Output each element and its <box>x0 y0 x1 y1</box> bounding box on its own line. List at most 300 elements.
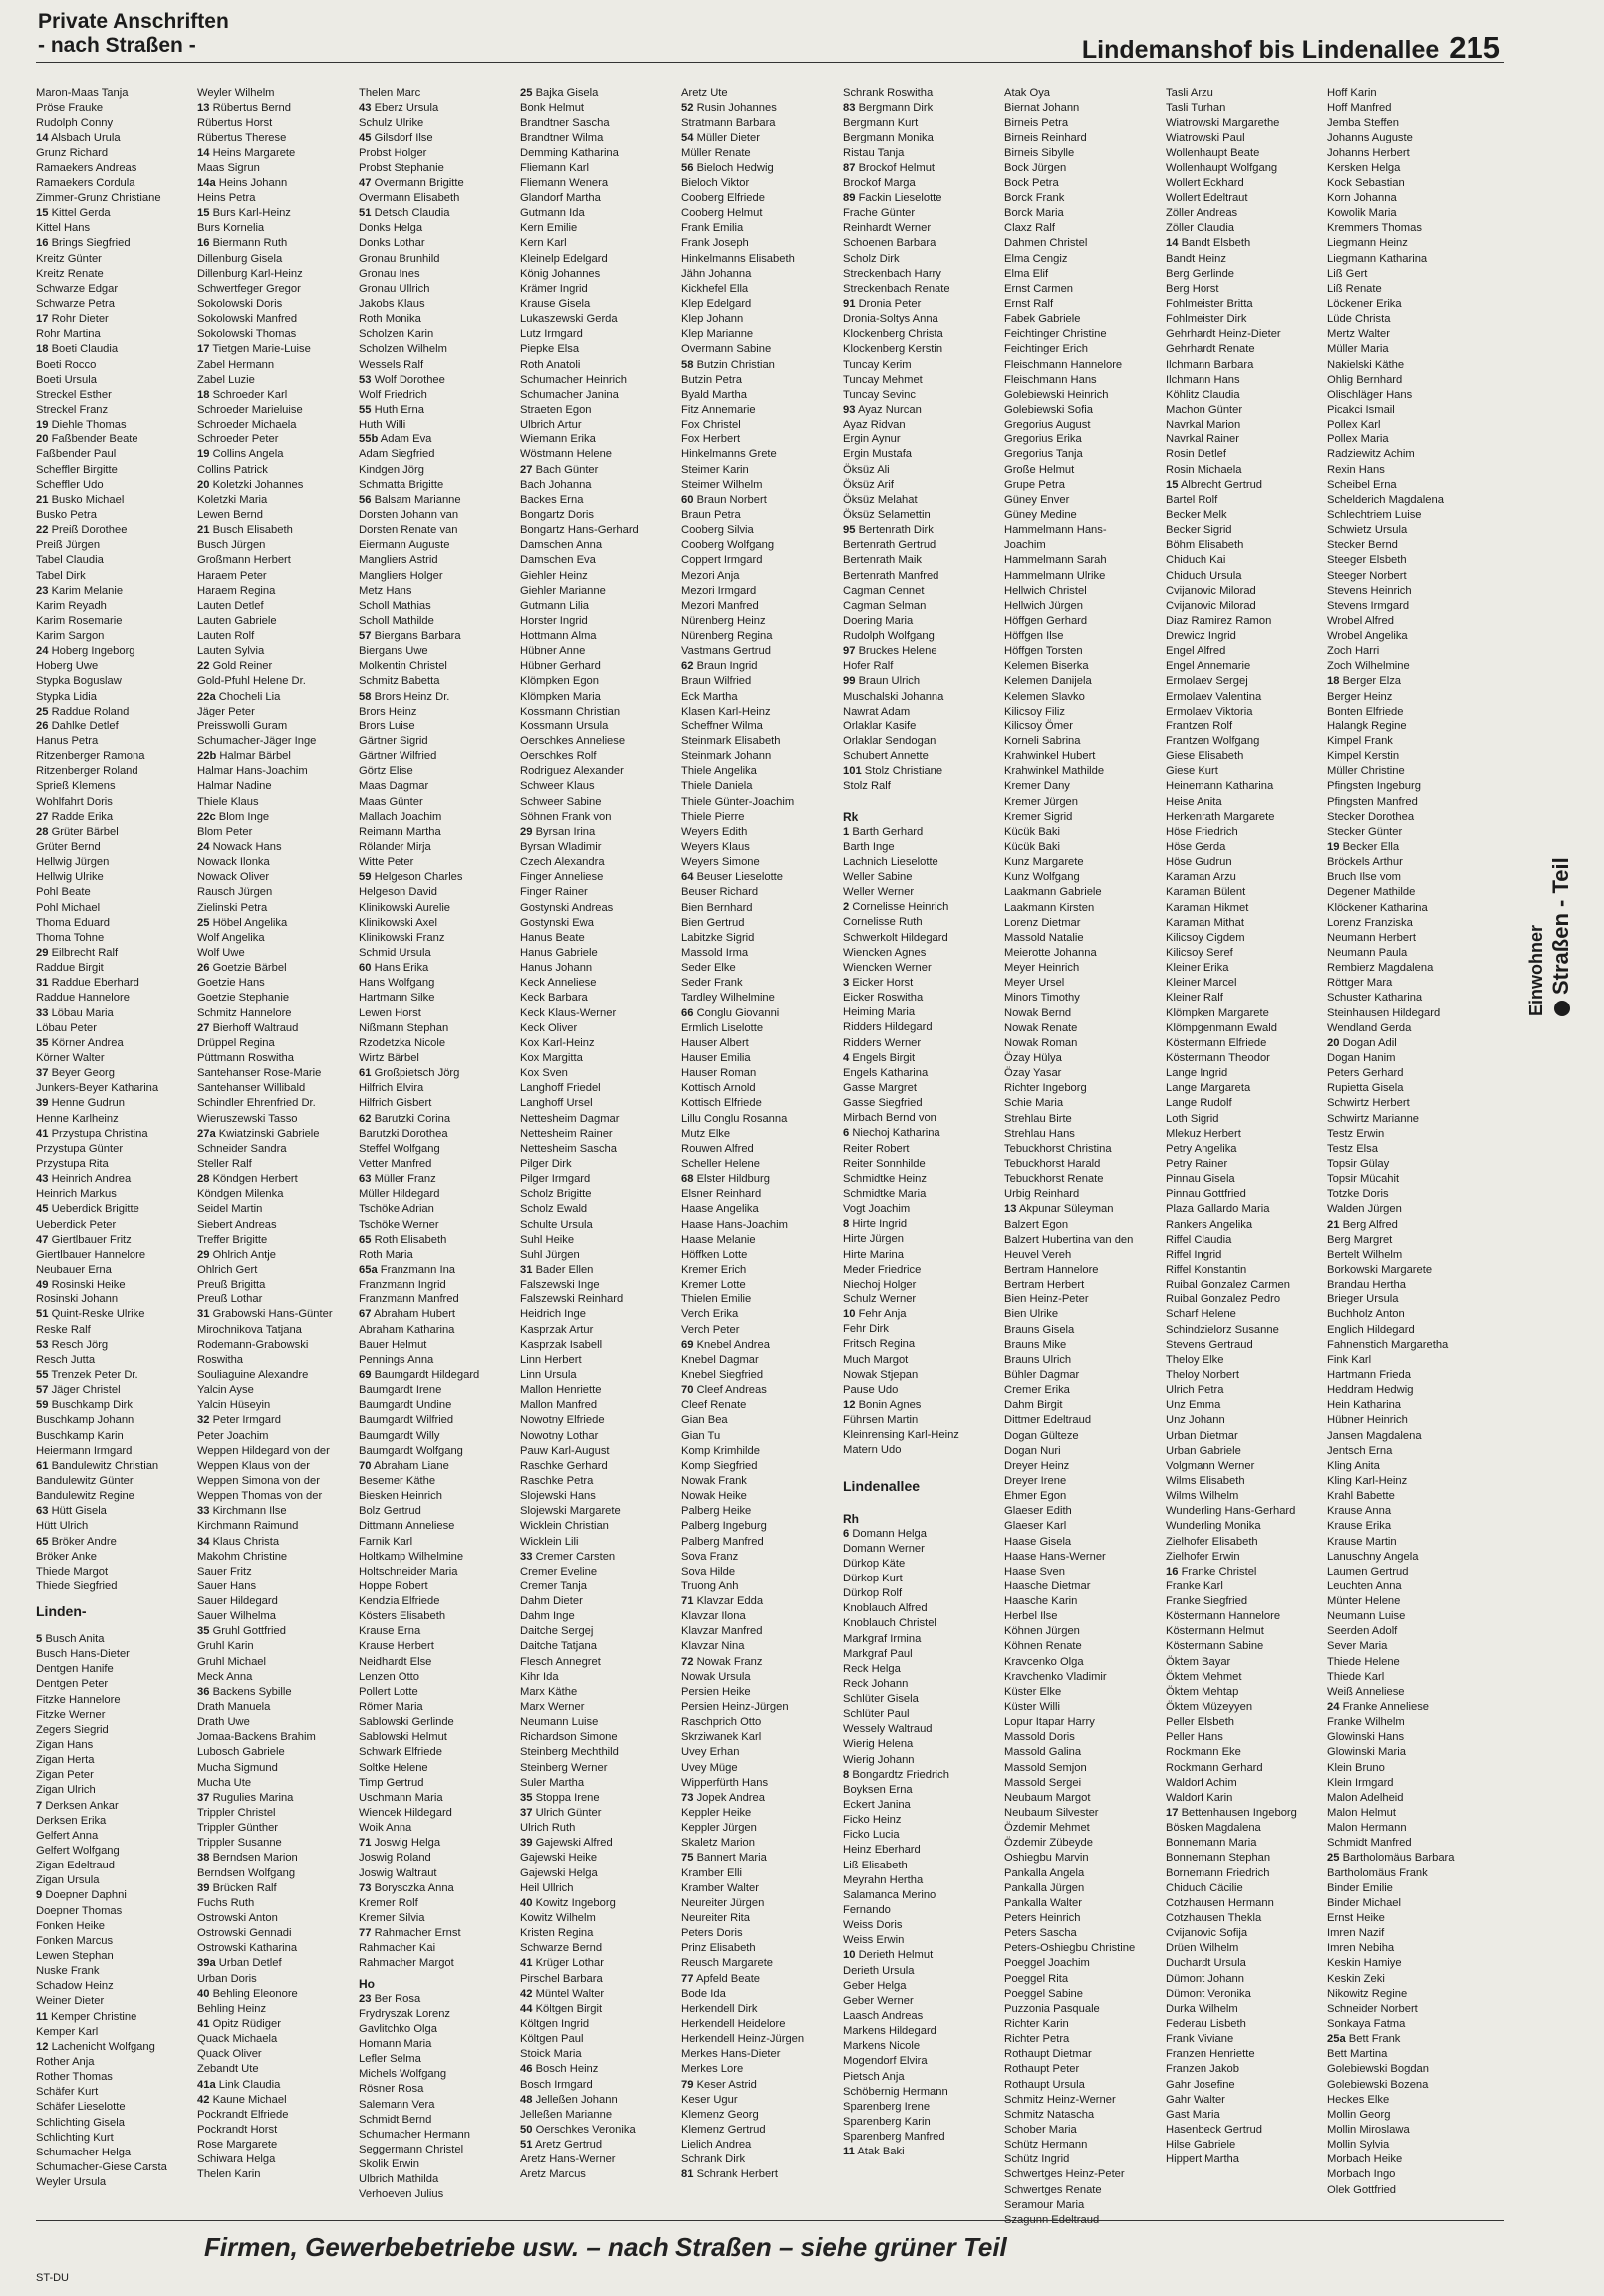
resident-name: Kelemen Danijela <box>1004 675 1092 688</box>
resident-name: Elsner Reinhard <box>681 1188 762 1201</box>
resident-name: Tebuckhorst Christina <box>1004 1142 1112 1155</box>
resident-entry <box>1327 432 1484 447</box>
resident-entry <box>1004 236 1162 251</box>
resident-entry <box>36 478 193 493</box>
resident-entry <box>197 1112 355 1127</box>
resident-name: Stoppa Irene <box>535 1791 600 1804</box>
resident-name: Eberz Ursula <box>374 102 439 115</box>
resident-entry <box>1327 2062 1484 2077</box>
resident-entry <box>1004 538 1162 553</box>
resident-name: Özdemir Mehmet <box>1004 1822 1090 1835</box>
resident-name: Höffgen Torsten <box>1004 645 1083 658</box>
resident-name: Kittel Gerda <box>51 207 111 220</box>
resident-name: Rothaupt Peter <box>1004 2063 1080 2076</box>
resident-name: Wohlfahrt Doris <box>36 795 113 808</box>
resident-name: Doepner Daphni <box>45 1889 127 1902</box>
resident-name: Topsir Gülay <box>1327 1157 1390 1170</box>
resident-entry <box>36 916 193 931</box>
resident-name: Damschen Anna <box>520 539 603 552</box>
resident-entry <box>681 1187 839 1202</box>
resident-entry <box>843 674 1000 689</box>
resident-name: Karaman Bülent <box>1166 886 1246 899</box>
resident-entry <box>1327 976 1484 991</box>
resident-entry <box>197 946 355 961</box>
resident-entry <box>520 1172 677 1187</box>
resident-name: Kremer Sigrid <box>1004 810 1073 823</box>
resident-entry <box>1327 961 1484 976</box>
resident-entry <box>520 599 677 614</box>
resident-entry <box>359 1926 516 1941</box>
resident-entry <box>1166 629 1323 644</box>
resident-entry <box>1004 946 1162 961</box>
resident-name: Herkenrath Margarete <box>1166 810 1275 823</box>
resident-entry <box>1166 1202 1323 1217</box>
resident-entry <box>843 1217 1000 1232</box>
resident-name: Özay Yasar <box>1004 1067 1062 1080</box>
resident-name: Keck Klaus-Werner <box>520 1006 617 1019</box>
resident-entry <box>520 236 677 251</box>
resident-name: Goetzie Stephanie <box>197 992 290 1004</box>
resident-name: Helgeson David <box>359 886 437 899</box>
directory-column <box>843 86 1004 2206</box>
resident-entry <box>36 101 193 116</box>
resident-name: Löbau Peter <box>36 1021 97 1034</box>
resident-name: Klömpken Margarete <box>1166 1006 1269 1019</box>
resident-name: Kimpel Frank <box>1327 735 1393 748</box>
resident-entry <box>1166 1112 1323 1127</box>
resident-entry <box>1004 131 1162 145</box>
house-number: 19 <box>197 448 210 461</box>
resident-name: Cotzhausen Thekla <box>1166 1912 1262 1925</box>
resident-entry <box>1004 1987 1162 2002</box>
resident-name: Klavzar Manfred <box>681 1625 763 1638</box>
resident-name: Tuncay Sevinc <box>843 388 916 401</box>
resident-entry <box>681 1233 839 1248</box>
resident-name: Zabel Hermann <box>197 358 275 371</box>
resident-entry <box>359 1881 516 1896</box>
resident-entry <box>843 1616 1000 1631</box>
resident-name: Siebert Andreas <box>197 1218 277 1231</box>
resident-name: Eicker Horst <box>852 977 914 990</box>
resident-entry <box>843 1933 1000 1948</box>
resident-name: Mezori Manfred <box>681 599 759 612</box>
resident-entry <box>681 2078 839 2093</box>
resident-entry <box>1004 916 1162 931</box>
resident-name: Bongartz Hans-Gerhard <box>520 524 639 537</box>
resident-entry <box>681 131 839 145</box>
resident-name: Wilms Elisabeth <box>1166 1474 1245 1487</box>
resident-name: Labitzke Sigrid <box>681 931 755 944</box>
resident-name: Bergmann Dirk <box>858 102 934 115</box>
resident-entry <box>843 1601 1000 1616</box>
resident-name: Kremmers Thomas <box>1327 222 1422 235</box>
resident-entry <box>681 146 839 161</box>
resident-name: Münter Helene <box>1327 1595 1401 1608</box>
resident-name: Steeger Elsbeth <box>1327 554 1407 567</box>
resident-name: Knoblauch Alfred <box>843 1602 928 1615</box>
resident-entry <box>843 1948 1000 1963</box>
resident-entry <box>520 1639 677 1654</box>
resident-entry <box>520 1655 677 1670</box>
resident-name: Rankers Angelika <box>1166 1218 1253 1231</box>
resident-name: Golebiewski Bozena <box>1327 2078 1429 2091</box>
resident-name: Adam Siegfried <box>359 448 435 461</box>
resident-entry <box>36 1934 193 1949</box>
resident-name: Navrkal Marion <box>1166 419 1241 431</box>
resident-name: Beuser Lieselotte <box>696 871 784 884</box>
resident-entry <box>843 1398 1000 1413</box>
resident-name: Bonten Elfriede <box>1327 705 1404 718</box>
resident-entry <box>359 1851 516 1866</box>
resident-entry <box>681 705 839 719</box>
resident-entry <box>1166 176 1323 191</box>
resident-entry <box>36 644 193 659</box>
resident-entry <box>1004 734 1162 749</box>
resident-name: Kremer Rolf <box>359 1896 418 1909</box>
resident-name: Lorenz Dietmar <box>1004 916 1081 929</box>
resident-name: Busch Elisabeth <box>212 524 293 537</box>
resident-entry <box>359 1911 516 1926</box>
resident-name: Behling Eleonore <box>212 1987 298 2000</box>
resident-entry <box>843 297 1000 312</box>
resident-name: Ostrowski Katharina <box>197 1942 298 1955</box>
resident-entry <box>520 176 677 191</box>
resident-name: Keck Anneliese <box>520 977 597 990</box>
resident-entry <box>197 388 355 403</box>
resident-entry <box>36 1535 193 1550</box>
resident-name: Köhnen Renate <box>1004 1640 1082 1653</box>
resident-name: Golebiewski Sofia <box>1004 403 1093 416</box>
resident-entry <box>843 2100 1000 2115</box>
house-number: 55 <box>359 403 372 416</box>
resident-name: Weyers Klaus <box>681 841 750 854</box>
resident-name: Karim Sargon <box>36 630 105 643</box>
resident-entry <box>681 1444 839 1459</box>
resident-name: Gehrhardt Renate <box>1166 343 1255 356</box>
house-number: 67 <box>359 1308 372 1321</box>
resident-entry <box>1327 1218 1484 1233</box>
resident-name: Rugulies Marina <box>212 1791 294 1804</box>
resident-name: Ayaz Ridvan <box>843 419 906 431</box>
resident-entry <box>359 1700 516 1715</box>
resident-entry <box>36 734 193 749</box>
resident-entry <box>197 569 355 584</box>
resident-name: Cornelisse Heinrich <box>852 901 949 914</box>
resident-name: Byrsan Irina <box>535 825 596 838</box>
resident-entry <box>1004 176 1162 191</box>
resident-entry <box>681 267 839 282</box>
resident-entry <box>36 961 193 976</box>
resident-entry <box>520 991 677 1005</box>
resident-entry <box>197 1172 355 1187</box>
resident-entry <box>197 810 355 825</box>
resident-entry <box>36 1307 193 1322</box>
resident-entry <box>1166 282 1323 297</box>
resident-name: Bosch Heinz <box>535 2063 599 2076</box>
resident-entry <box>359 1655 516 1670</box>
resident-entry <box>520 1157 677 1172</box>
resident-name: Stolz Christiane <box>864 765 943 778</box>
resident-name: Sonkaya Fatma <box>1327 2018 1406 2030</box>
resident-entry <box>1004 146 1162 161</box>
house-number: 25 <box>1327 1852 1340 1865</box>
resident-entry <box>681 1956 839 1971</box>
resident-entry <box>36 764 193 779</box>
resident-entry <box>1166 1806 1323 1821</box>
resident-entry <box>681 764 839 779</box>
resident-name: Öktem Bayar <box>1166 1655 1231 1668</box>
resident-name: Weppen Simona von der <box>197 1474 320 1487</box>
resident-entry <box>681 734 839 749</box>
resident-name: Oerschkes Anneliese <box>520 735 626 748</box>
resident-name: Dentgen Peter <box>36 1678 109 1691</box>
resident-name: Bandulewitz Christian <box>51 1459 159 1472</box>
resident-entry <box>197 2047 355 2062</box>
resident-entry <box>197 1202 355 1217</box>
resident-entry <box>36 1979 193 1994</box>
resident-entry <box>359 2022 516 2037</box>
resident-entry <box>1004 1112 1162 1127</box>
resident-name: Nowak Ursula <box>681 1670 751 1683</box>
resident-name: Radziewitz Achim <box>1327 448 1415 461</box>
house-number: 11 <box>843 2146 855 2158</box>
resident-name: Költgen Paul <box>520 2033 584 2046</box>
resident-entry <box>1004 976 1162 991</box>
resident-name: Gutmann Lilia <box>520 599 590 612</box>
resident-entry <box>520 1021 677 1036</box>
resident-name: Oerschkes Veronika <box>535 2123 636 2136</box>
resident-name: Steller Ralf <box>197 1157 252 1170</box>
resident-entry <box>359 236 516 251</box>
resident-entry <box>843 1232 1000 1247</box>
resident-entry <box>197 1233 355 1248</box>
resident-entry <box>36 418 193 432</box>
house-number: 17 <box>1166 1807 1179 1820</box>
resident-entry <box>520 1821 677 1836</box>
resident-name: Jelleßen Marianne <box>520 2108 613 2121</box>
resident-entry <box>1004 1806 1162 1821</box>
resident-name: Yalcin Ayse <box>197 1384 254 1397</box>
resident-name: Rosin Detlef <box>1166 448 1226 461</box>
resident-entry <box>1004 101 1162 116</box>
resident-name: Topsir Mücahit <box>1327 1173 1400 1186</box>
house-number: 8 <box>843 1218 850 1231</box>
resident-name: Fohlmeister Dirk <box>1166 313 1247 326</box>
resident-name: Lorenz Franziska <box>1327 916 1413 929</box>
resident-name: Löckener Erika <box>1327 297 1402 310</box>
resident-entry <box>36 1066 193 1081</box>
resident-name: Lüde Christa <box>1327 313 1391 326</box>
resident-entry <box>359 101 516 116</box>
resident-name: Franzen Henriette <box>1166 2048 1255 2061</box>
resident-name: Knebel Andrea <box>696 1338 770 1351</box>
resident-name: Kreitz Günter <box>36 252 102 265</box>
resident-entry <box>1327 282 1484 297</box>
resident-name: Pinnau Gisela <box>1166 1173 1235 1186</box>
resident-name: Mallon Manfred <box>520 1399 598 1412</box>
house-number: 55b <box>359 433 379 446</box>
resident-name: Barutzki Dorothea <box>359 1127 448 1140</box>
resident-entry <box>197 2167 355 2182</box>
resident-entry <box>36 403 193 418</box>
resident-entry <box>1327 1715 1484 1730</box>
resident-entry <box>1327 297 1484 312</box>
resident-name: Zabel Luzie <box>197 373 255 386</box>
resident-name: Burs Karl-Heinz <box>212 207 291 220</box>
resident-entry <box>1327 690 1484 705</box>
resident-entry <box>681 1594 839 1609</box>
resident-name: Neubaum Margot <box>1004 1791 1091 1804</box>
resident-entry <box>359 191 516 206</box>
resident-name: Brors Heinz Dr. <box>374 690 450 703</box>
resident-entry <box>197 2093 355 2108</box>
resident-entry <box>843 825 1000 840</box>
resident-entry <box>1166 1655 1323 1670</box>
resident-name: Bock Jürgen <box>1004 161 1067 174</box>
resident-name: Fehr Anja <box>858 1308 907 1321</box>
resident-name: Bongardtz Friedrich <box>852 1768 949 1781</box>
resident-name: Muschalski Johanna <box>843 690 944 703</box>
resident-entry <box>359 1550 516 1565</box>
resident-name: Niechoj Holger <box>843 1278 917 1291</box>
resident-name: Blom Inge <box>218 810 270 823</box>
resident-name: Degener Mathilde <box>1327 886 1416 899</box>
directory-column <box>1004 86 1166 2226</box>
resident-entry <box>681 2047 839 2062</box>
resident-name: Schelderich Magdalena <box>1327 493 1444 506</box>
resident-name: Schulz Werner <box>843 1292 917 1305</box>
resident-name: Tebuckhorst Harald <box>1004 1157 1101 1170</box>
resident-entry <box>1004 1081 1162 1096</box>
resident-entry <box>681 2032 839 2047</box>
resident-name: Mangliers Holger <box>359 569 443 582</box>
resident-name: Schumacher-Giese Carsta <box>36 2160 167 2173</box>
resident-entry <box>1166 931 1323 946</box>
resident-entry <box>1004 1911 1162 1926</box>
house-number: 27 <box>197 1021 210 1034</box>
resident-name: Scholl Mathias <box>359 599 431 612</box>
resident-entry <box>36 1550 193 1565</box>
resident-entry <box>1166 2108 1323 2123</box>
resident-name: Besemer Käthe <box>359 1474 436 1487</box>
resident-entry <box>197 1655 355 1670</box>
resident-entry <box>36 1263 193 1278</box>
resident-entry <box>681 1791 839 1806</box>
resident-name: Gronau Brunhild <box>359 252 440 265</box>
resident-entry <box>359 1866 516 1881</box>
resident-name: Keppler Heike <box>681 1807 752 1820</box>
resident-entry <box>359 614 516 629</box>
resident-entry <box>36 1579 193 1594</box>
resident-name: Stoick Maria <box>520 2048 582 2061</box>
resident-name: Höse Gerda <box>1166 841 1226 854</box>
resident-name: Stevens Irmgard <box>1327 599 1410 612</box>
resident-entry <box>359 2037 516 2052</box>
resident-name: Römer Maria <box>359 1701 423 1714</box>
resident-name: Pollex Maria <box>1327 433 1389 446</box>
resident-name: Gostynski Andreas <box>520 901 614 914</box>
resident-entry <box>843 373 1000 388</box>
resident-entry <box>1327 191 1484 206</box>
resident-name: Franke Wilhelm <box>1327 1716 1405 1729</box>
resident-entry <box>197 312 355 327</box>
resident-name: Heins Margarete <box>212 146 296 159</box>
resident-name: Wolf Uwe <box>197 947 245 960</box>
house-number: 8 <box>843 1768 850 1781</box>
resident-entry <box>1166 1519 1323 1534</box>
resident-name: Neumann Herbert <box>1327 931 1416 944</box>
resident-entry <box>1327 1535 1484 1550</box>
resident-name: Halmar Bärbel <box>219 750 291 763</box>
resident-name: Keser Ugur <box>681 2093 738 2106</box>
resident-entry <box>520 1926 677 1941</box>
resident-entry <box>197 1413 355 1428</box>
resident-entry <box>197 825 355 840</box>
resident-entry <box>681 418 839 432</box>
resident-entry <box>1327 1851 1484 1866</box>
resident-entry <box>1166 840 1323 855</box>
resident-entry <box>1004 901 1162 916</box>
resident-name: Kihr Ida <box>520 1670 559 1683</box>
resident-entry <box>520 1866 677 1881</box>
resident-entry <box>1004 1096 1162 1111</box>
resident-name: Kock Sebastian <box>1327 176 1405 189</box>
resident-name: Hartmann Frieda <box>1327 1368 1411 1381</box>
resident-name: Schwarze Edgar <box>36 282 119 295</box>
resident-name: Klinikowski Axel <box>359 916 437 929</box>
resident-entry <box>681 1987 839 2002</box>
resident-name: Sparenberg Manfred <box>843 2131 945 2144</box>
resident-entry <box>197 1700 355 1715</box>
resident-entry <box>359 1791 516 1806</box>
resident-name: Krause Martin <box>1327 1535 1397 1548</box>
resident-entry <box>681 976 839 991</box>
resident-entry <box>36 86 193 101</box>
resident-name: Thiede Karl <box>1327 1670 1385 1683</box>
resident-name: Sparenberg Irene <box>843 2100 931 2113</box>
resident-name: Schlüter Paul <box>843 1708 910 1721</box>
resident-entry <box>1166 1594 1323 1609</box>
resident-name: Nowotny Lothar <box>520 1429 599 1442</box>
resident-name: Baumgardt Hildegard <box>374 1368 480 1381</box>
resident-entry <box>681 1323 839 1338</box>
resident-name: Kowolik Maria <box>1327 207 1397 220</box>
resident-name: Leuchten Anna <box>1327 1579 1402 1592</box>
resident-entry <box>520 946 677 961</box>
resident-entry <box>1327 1006 1484 1021</box>
resident-name: Salamanca Merino <box>843 1888 936 1901</box>
resident-entry <box>1327 493 1484 508</box>
resident-name: Henne Gudrun <box>51 1097 125 1110</box>
resident-entry <box>36 1888 193 1903</box>
resident-entry <box>359 1429 516 1444</box>
resident-entry <box>1166 734 1323 749</box>
resident-name: Zielhofer Erwin <box>1166 1550 1240 1563</box>
resident-entry <box>36 1519 193 1534</box>
resident-entry <box>359 1519 516 1534</box>
resident-name: Totzke Doris <box>1327 1188 1389 1201</box>
resident-entry <box>1166 86 1323 101</box>
resident-entry <box>197 1353 355 1368</box>
resident-entry <box>197 176 355 191</box>
house-number: 20 <box>36 433 49 446</box>
resident-entry <box>843 900 1000 915</box>
resident-name: Roth Monika <box>359 313 421 326</box>
resident-entry <box>197 961 355 976</box>
resident-name: Pilger Dirk <box>520 1157 572 1170</box>
resident-name: Gold-Pfuhl Helene Dr. <box>197 675 306 688</box>
resident-name: Schmitz Heinz-Werner <box>1004 2093 1116 2106</box>
